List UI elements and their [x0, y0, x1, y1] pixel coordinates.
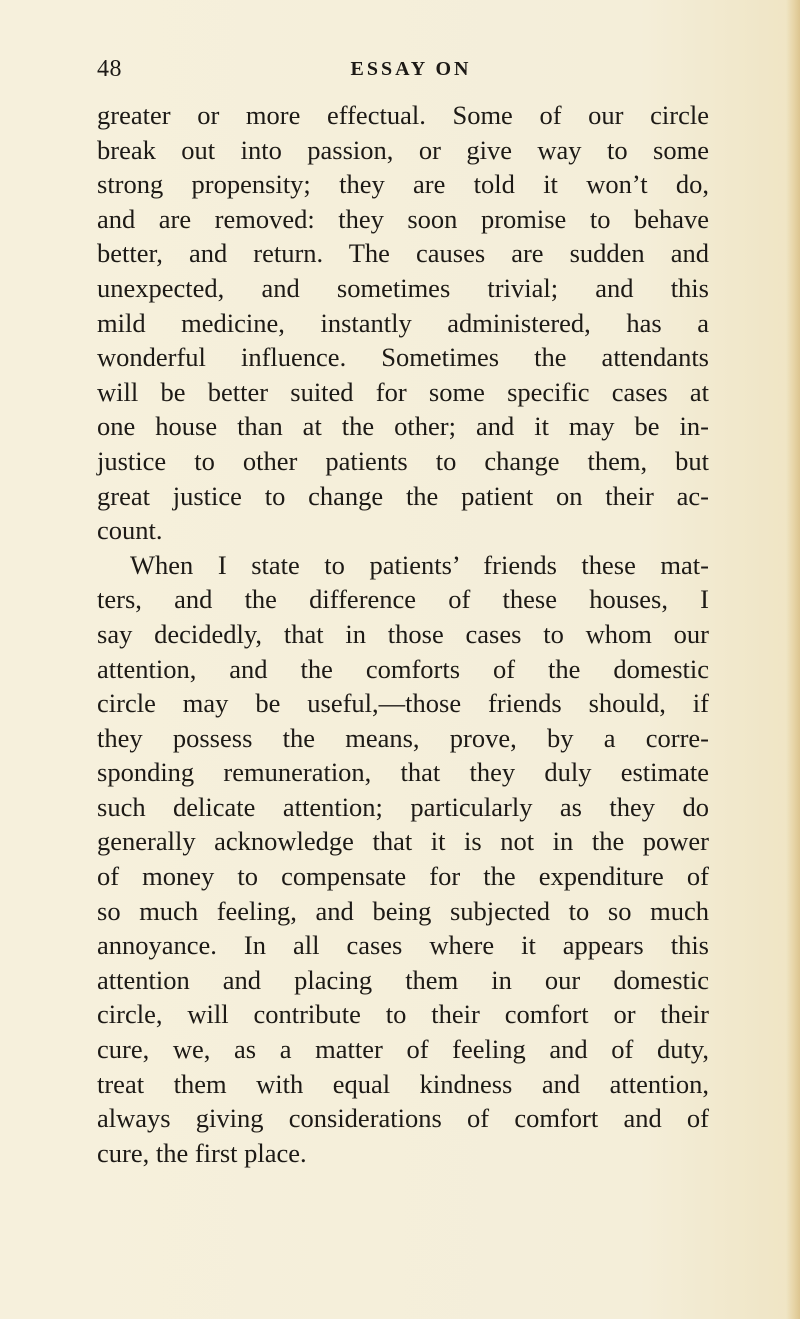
running-head: [97, 56, 707, 96]
text-line: strong propensity; they are told it won’t do,: [97, 169, 709, 200]
text-line: unexpected, and sometimes trivial; and this: [97, 272, 709, 303]
text-line: great justice to change the patient on their ac-: [97, 480, 709, 511]
text-line: count.: [97, 515, 163, 546]
text-line: greater or more effectual. Some of our circle: [97, 100, 709, 130]
text-line: justice to other patients to change them, but: [97, 445, 709, 476]
text-line: When I state to patients’ friends these mat-: [130, 549, 709, 580]
text-line: one house than at the other; and it may be in-: [97, 411, 709, 442]
text-line: cure, we, as a matter of feeling and of duty,: [97, 1034, 709, 1065]
text-line: they possess the means, prove, by a corre-: [97, 722, 709, 753]
text-line: will be better suited for some specific cases at: [97, 376, 709, 407]
text-line: generally acknowledge that it is not in the power: [97, 826, 709, 857]
text-line: annoyance. In all cases where it appears this: [97, 930, 709, 961]
text-line: attention and placing them in our domestic: [97, 964, 709, 995]
text-line: always giving considerations of comfort and of: [97, 1103, 709, 1134]
text-line: better, and return. The causes are sudden and: [97, 238, 709, 269]
text-line: circle may be useful,—those friends should, if: [97, 688, 709, 719]
text-line: mild medicine, instantly administered, has a: [97, 307, 709, 338]
text-line: cure, the first place.: [97, 1137, 307, 1168]
page-edge-shading: [786, 0, 800, 1319]
text-line: wonderful influence. Sometimes the attendants: [97, 342, 709, 373]
text-line: ters, and the difference of these houses, I: [97, 584, 709, 615]
text-line: of money to compensate for the expenditure of: [97, 861, 709, 892]
body-text: [97, 98, 709, 1170]
text-line: such delicate attention; particularly as they do: [97, 791, 709, 822]
text-line: so much feeling, and being subjected to so much: [97, 895, 709, 926]
text-line: circle, will contribute to their comfort or their: [97, 999, 709, 1030]
text-line: and are removed: they soon promise to behave: [97, 203, 709, 234]
text-line: say decidedly, that in those cases to whom our: [97, 618, 709, 649]
text-line: attention, and the comforts of the domestic: [97, 653, 709, 684]
text-line: sponding remuneration, that they duly estimate: [97, 757, 709, 788]
running-title: ESSAY ON: [350, 58, 472, 80]
text-line: break out into passion, or give way to some: [97, 134, 709, 165]
page-number: 48: [97, 56, 122, 82]
text-line: treat them with equal kindness and attention,: [97, 1068, 709, 1099]
